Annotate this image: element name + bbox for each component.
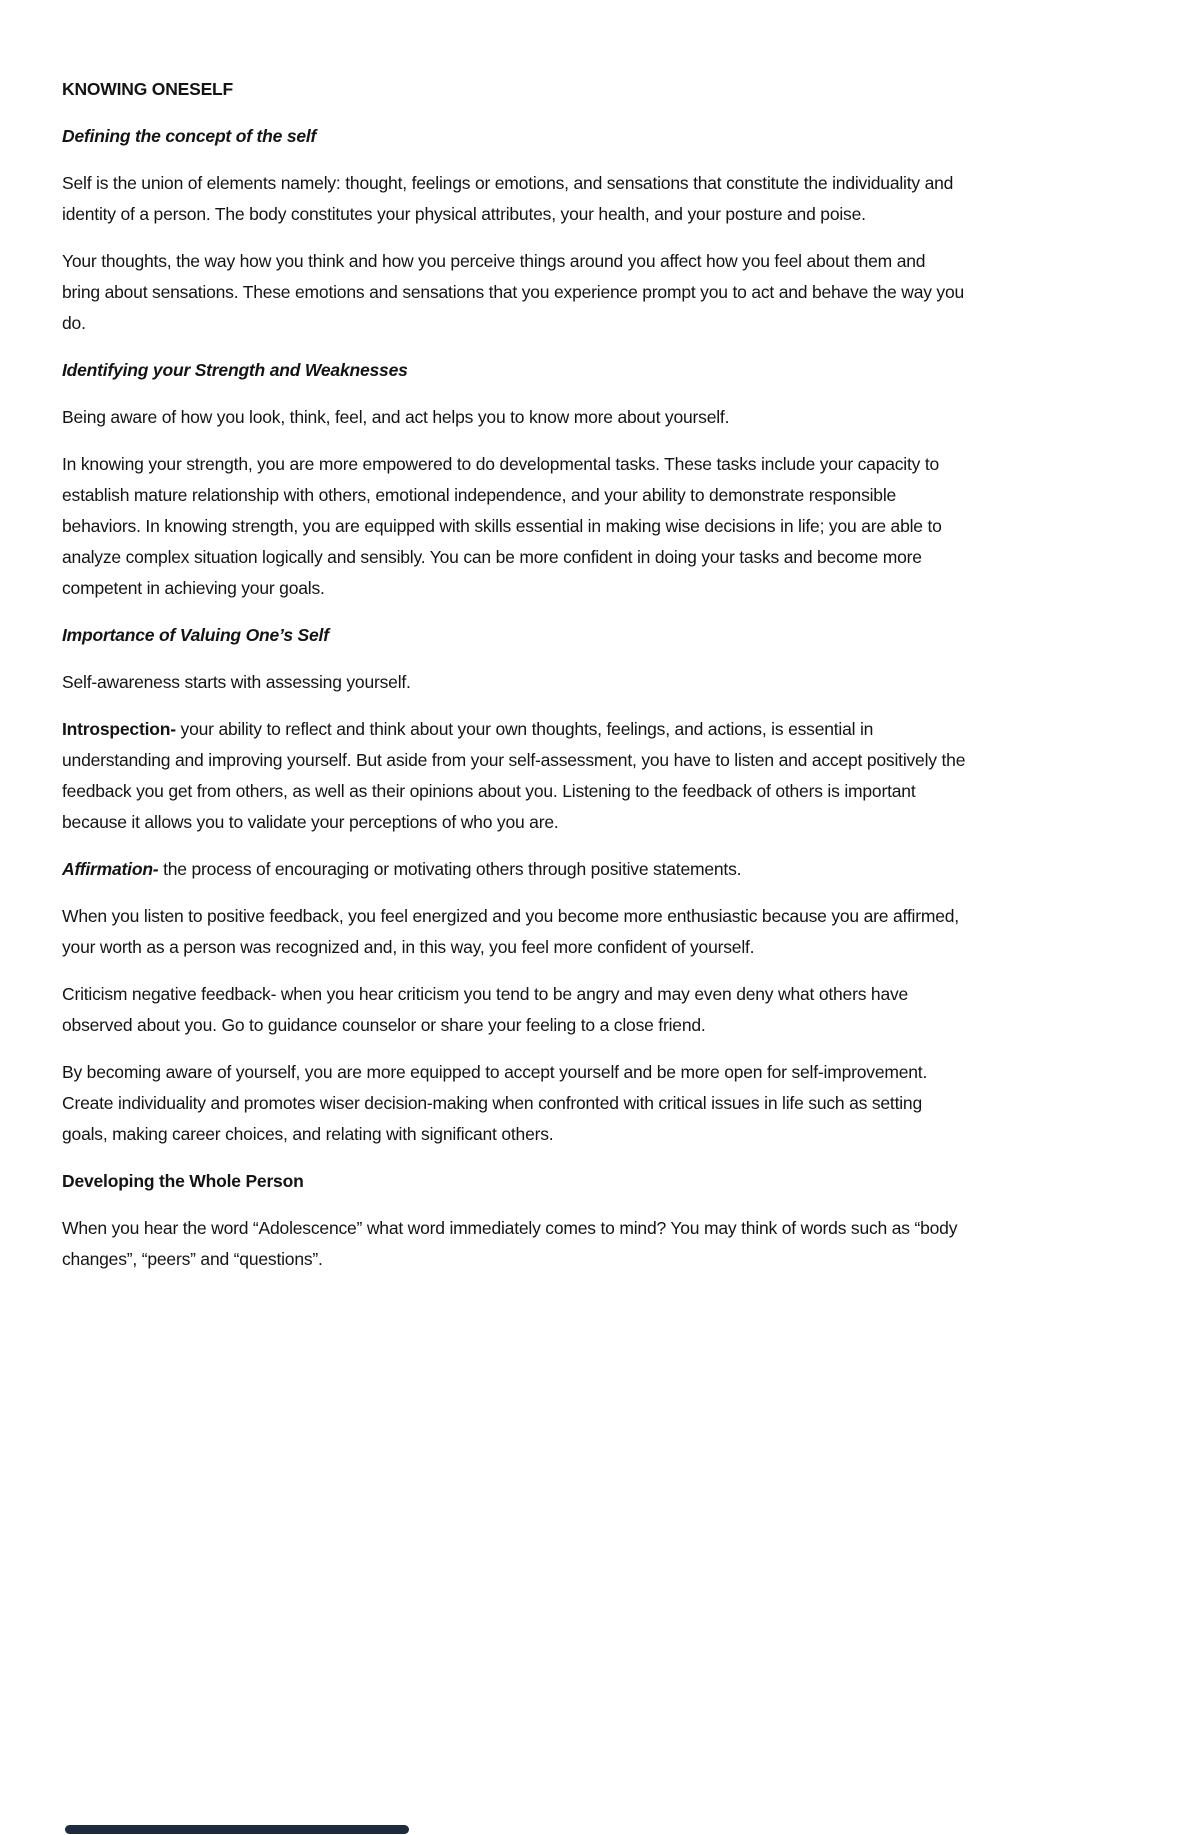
text-run: Self is the union of elements namely: thought, feelings or emotions, and sensations that constitute the individuality and identity of a person. The body constitutes your physical attributes, your health, and your posture and poise. [62,173,954,224]
text-run: Defining the concept of the self [62,126,317,146]
paragraph [62,1057,967,1150]
text-run: Being aware of how you look, think, feel, and act helps you to know more about yourself. [62,407,730,427]
text-run: When you listen to positive feedback, you feel energized and you become more enthusiastic because you are affirmed, your worth as a person was recognized and, in this way, you feel more confident of yourself. [62,906,959,957]
paragraph [62,246,967,339]
horizontal-scrollbar-thumb[interactable] [65,1825,409,1834]
text-run: Your thoughts, the way how you think and how you perceive things around you affect how you feel about them and bring about sensations. These emotions and sensations that you experience prompt you to act and behave the way you do. [62,251,965,333]
document-content [62,74,967,1291]
paragraph [62,979,967,1041]
text-run: When you hear the word “Adolescence” what word immediately comes to mind? You may think of words such as “body changes”, “peers” and “questions”. [62,1218,958,1269]
section-heading [62,1166,967,1197]
paragraph [62,449,967,604]
text-run: In knowing your strength, you are more empowered to do developmental tasks. These tasks include your capacity to establish mature relationship with others, emotional independence, and your ability to demonstrate responsible behaviors. In knowing strength, you are equipped with skills essential in making wise decisions in life; you are able to analyze complex situation logically and sensibly. You can be more confident in doing your tasks and become more competent in achieving your goals. [62,454,942,598]
paragraph [62,854,967,885]
document-title: KNOWING ONESELF [62,79,234,99]
paragraph [62,901,967,963]
paragraph [62,667,967,698]
text-run: Developing the Whole Person [62,1171,304,1191]
section-heading [62,355,967,386]
paragraph [62,714,967,838]
text-run: Affirmation- [62,859,159,879]
section-heading [62,121,967,152]
paragraph [62,1213,967,1275]
text-run: Importance of Valuing One’s Self [62,625,329,645]
text-run: your ability to reflect and think about your own thoughts, feelings, and actions, is essential in understanding and improving yourself. But aside from your self-assessment, you have to listen and accept positively the feedback you get from others, as well as their opinions about you. Listening to the feedback of others is important because it allows you to validate your perceptions of who you are. [62,719,966,832]
text-run: Introspection- [62,719,176,739]
text-run: Self-awareness starts with assessing yourself. [62,672,411,692]
section-heading [62,620,967,651]
paragraph [62,402,967,433]
text-run: Identifying your Strength and Weaknesses [62,360,408,380]
text-run: By becoming aware of yourself, you are more equipped to accept yourself and be more open for self-improvement. Create individuality and promotes wiser decision-making when confronted with critical issues in life such as setting goals, making career choices, and relating with significant others. [62,1062,928,1144]
text-run: Criticism negative feedback- when you hear criticism you tend to be angry and may even deny what others have observed about you. Go to guidance counselor or share your feeling to a close friend. [62,984,909,1035]
document-body [62,121,967,1275]
paragraph [62,168,967,230]
text-run: the process of encouraging or motivating others through positive statements. [158,859,742,879]
